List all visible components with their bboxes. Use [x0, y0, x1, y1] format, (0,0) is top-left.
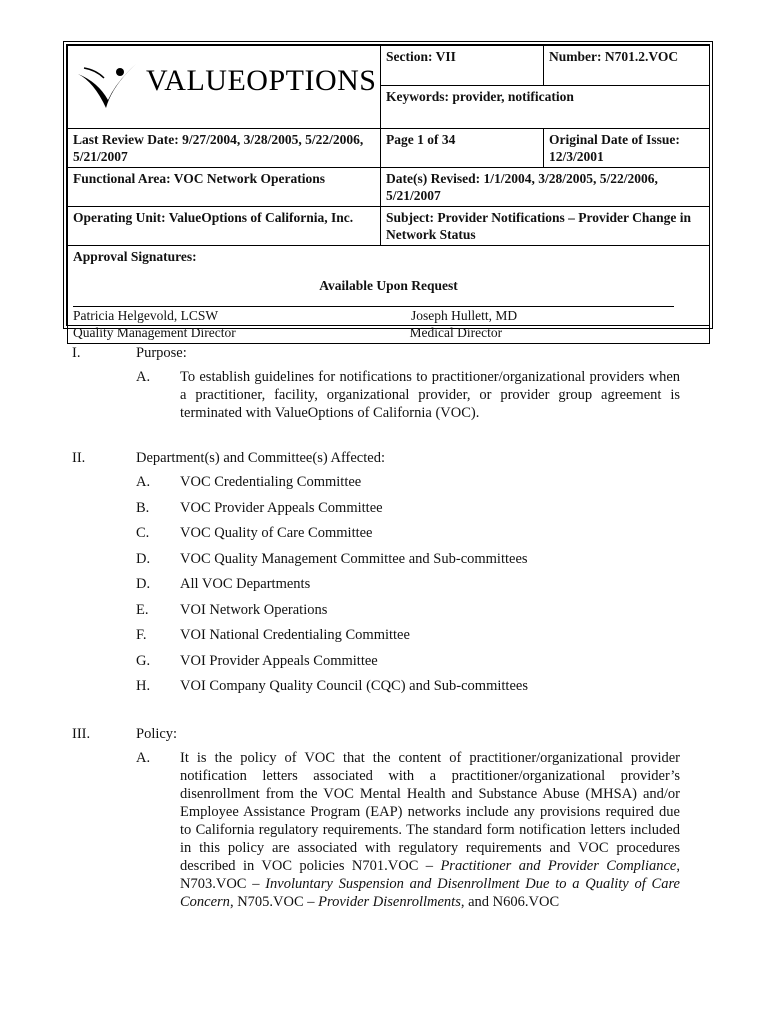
signature-titles	[73, 324, 704, 341]
item-text: VOI National Credentialing Committee	[180, 627, 410, 643]
section-policy	[72, 725, 684, 743]
list-item	[136, 652, 684, 670]
policy-text-part: , N705.VOC –	[229, 894, 319, 910]
item-letter: G.	[136, 652, 151, 669]
list-item	[136, 499, 684, 517]
policy-ref-title: Provider Disenrollments	[318, 894, 461, 910]
document-header	[66, 44, 710, 340]
item-letter: D.	[136, 576, 151, 592]
section-number: II.	[72, 450, 86, 466]
logo-text: VALUEOPTIONS	[146, 64, 377, 97]
valueoptions-logo	[76, 56, 376, 116]
policy-ref-title: Practitioner and Provider Compliance	[440, 858, 677, 874]
item-letter: C.	[136, 525, 150, 541]
item-letter: B.	[136, 499, 150, 516]
section-number: I.	[72, 345, 81, 361]
item-text: VOI Provider Appeals Committee	[180, 652, 378, 669]
item-letter: H.	[136, 678, 151, 694]
available-upon-request: Available Upon Request	[319, 278, 458, 293]
section-purpose	[72, 344, 684, 362]
subject-cell: Subject: Provider Notifications – Provider Change in Network Status	[381, 207, 710, 246]
section-number: III.	[72, 726, 91, 742]
dates-revised-cell: Date(s) Revised: 1/1/2004, 3/28/2005, 5/22/2006, 5/21/2007	[381, 168, 710, 207]
item-text: VOC Quality Management Committee and Sub-committees	[180, 550, 528, 567]
document-body	[72, 344, 684, 911]
policy-text-part: It is the policy of VOC that the content of practitioner/organizational provider notification letters associated with a practitioner/organizational provider’s disenrollment from the VOC Mental Health and Substance Abuse (MHSA) and/or Employee Assistance Program (EAP) networks include any provisions required due to California regulatory requirements. The standard form notification letters included in this policy are associated with regulatory requirements and VOC procedures described in VOC policies N701.VOC –	[180, 750, 680, 874]
policy-ref-title: Involuntary Suspension and Disenrollment Due to a Quality of Care Concern	[180, 876, 680, 910]
section-departments	[72, 449, 684, 467]
keywords-cell: Keywords: provider, notification	[381, 86, 710, 129]
list-item	[136, 677, 684, 695]
operating-unit-cell: Operating Unit: ValueOptions of California, Inc.	[68, 207, 381, 246]
section-cell: Section: VII	[381, 46, 544, 86]
sig2-title: Medical Director	[409, 325, 503, 340]
page-cell: Page 1 of 34	[381, 129, 544, 168]
section-title: Purpose:	[136, 345, 187, 361]
logo-cell	[68, 46, 381, 129]
list-item	[136, 601, 684, 619]
list-item	[136, 368, 684, 422]
item-text: VOC Quality of Care Committee	[180, 525, 373, 541]
sig1-name: Patricia Helgevold, LCSW	[73, 308, 219, 323]
item-letter: E.	[136, 601, 149, 618]
sig1-title: Quality Management Director	[73, 325, 236, 340]
approval-cell	[68, 246, 710, 344]
signature-names	[73, 307, 704, 324]
logo-swoosh-icon	[76, 56, 146, 116]
list-item	[136, 626, 684, 644]
item-text: VOI Company Quality Council (CQC) and Sub-committees	[180, 678, 528, 694]
item-letter: F.	[136, 627, 147, 643]
item-letter: A.	[136, 474, 151, 490]
list-item	[136, 550, 684, 568]
functional-area-cell: Functional Area: VOC Network Operations	[68, 168, 381, 207]
list-item	[136, 473, 684, 491]
number-cell: Number: N701.2.VOC	[544, 46, 710, 86]
sig2-name: Joseph Hullett, MD	[411, 308, 518, 323]
last-review-cell: Last Review Date: 9/27/2004, 3/28/2005, 5/22/2006, 5/21/2007	[68, 129, 381, 168]
item-letter: A.	[136, 750, 151, 766]
section-title: Policy:	[136, 726, 178, 742]
item-letter: D.	[136, 550, 151, 567]
list-item	[136, 749, 684, 911]
policy-text	[180, 749, 680, 911]
item-text: VOI Network Operations	[180, 601, 328, 618]
item-text: VOC Provider Appeals Committee	[180, 499, 383, 516]
department-list	[72, 473, 684, 695]
original-issue-cell: Original Date of Issue: 12/3/2001	[544, 129, 710, 168]
policy-text-part: , and N606.VOC	[460, 894, 560, 910]
approval-label: Approval Signatures:	[73, 249, 197, 264]
section-title: Department(s) and Committee(s) Affected:	[136, 450, 385, 466]
list-item	[136, 575, 684, 593]
item-text: All VOC Departments	[180, 576, 311, 592]
policy-text-part: , N703.VOC –	[180, 858, 680, 892]
item-text: To establish guidelines for notifications to practitioner/organizational providers when a practitioner, facility, organizational provider, or provider group agreement is terminated with ValueOptions of California (VOC).	[180, 369, 680, 421]
item-text: VOC Credentialing Committee	[180, 474, 362, 490]
list-item	[136, 524, 684, 542]
item-letter: A.	[136, 369, 151, 385]
